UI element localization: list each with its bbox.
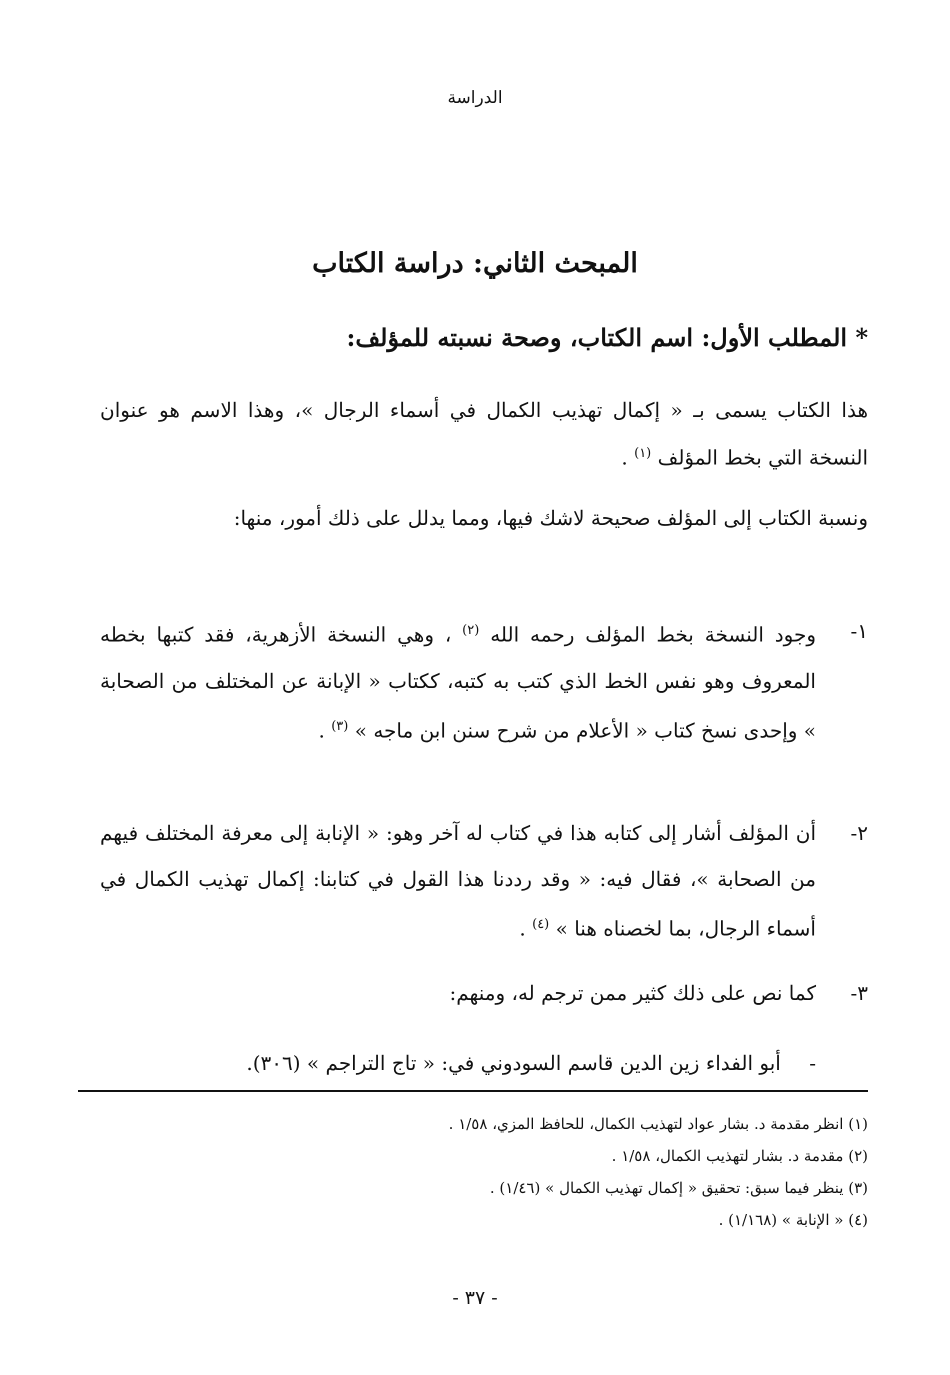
section-title: * المطلب الأول: اسم الكتاب، وصحة نسبته للمؤلف: xyxy=(346,323,868,352)
footnote: (٣) ينظر فيما سبق: تحقيق « إكمال تهذيب الكمال » (١/٤٦) . xyxy=(489,1179,868,1197)
item-tail: . xyxy=(318,718,332,743)
item-number: ٣- xyxy=(850,981,868,1005)
footnote-ref: (٣) xyxy=(331,718,349,734)
item-text-a: أن المؤلف أشار إلى كتابه هذا في كتاب له آخر وهو: « الإنابة إلى معرفة المختلف فيهم من الصحابة »، فقال فيه: « وقد رددنا هذا القول في كتابنا: إكمال تهذيب الكمال في أسماء الرجال، بما لخصناه هنا » xyxy=(100,821,816,941)
item-tail: . xyxy=(519,916,533,941)
footnote-ref: (١) xyxy=(634,446,652,461)
chapter-title: المبحث الثاني: دراسة الكتاب xyxy=(312,248,638,279)
paragraph-text: ونسبة الكتاب إلى المؤلف صحيحة لاشك فيها، ومما يدلل على ذلك أمور، منها: xyxy=(233,506,868,530)
footnote-ref: (٢) xyxy=(462,623,480,638)
item-text-b: ، وهي النسخة الأزهرية، فقد كتبها بخطه المعروف وهو نفس الخط الذي كتب به كتبه، ككتاب « الإبانة عن المختلف من الصحابة » وإحدى نسخ كتاب « الأعلام من شرح سنن ابن ماجه » xyxy=(100,622,816,743)
footnote: (١) انظر مقدمة د. بشار عواد لتهذيب الكمال، للحافظ المزي، ١/٥٨ . xyxy=(448,1115,868,1133)
paragraph-tail: . xyxy=(621,445,635,470)
footnotes xyxy=(100,1108,868,1236)
running-head: الدراسة xyxy=(447,88,503,108)
sub-item-dash: - xyxy=(809,1051,816,1075)
list-item-3 xyxy=(100,970,868,1016)
item-text xyxy=(100,970,816,1016)
paragraph-book-name xyxy=(100,388,868,480)
item-text xyxy=(100,810,816,952)
item-text-a: وجود النسخة بخط المؤلف رحمه الله xyxy=(490,622,817,647)
sub-item-text: أبو الفداء زين الدين قاسم السودوني في: « تاج التراجم » (٣٠٦). xyxy=(246,1051,781,1075)
sub-list-item xyxy=(100,1040,816,1086)
list-item-1 xyxy=(100,608,868,753)
item-text-a: كما نص على ذلك كثير ممن ترجم له، ومنهم: xyxy=(449,981,816,1005)
footnote: (٢) مقدمة د. بشار لتهذيب الكمال، ١/٥٨ . xyxy=(611,1147,868,1165)
paragraph-attribution xyxy=(100,496,868,540)
page-number: - ٣٧ - xyxy=(452,1287,498,1309)
paragraph-text: هذا الكتاب يسمى بـ « إكمال تهذيب الكمال في أسماء الرجال »، وهذا الاسم هو عنوان النسخة التي بخط المؤلف xyxy=(100,398,868,470)
footnote-divider xyxy=(78,1090,868,1092)
list-item-2 xyxy=(100,810,868,952)
footnote-ref: (٤) xyxy=(532,917,550,932)
item-number: ٢- xyxy=(850,821,868,845)
item-number: ١- xyxy=(850,619,868,643)
item-text xyxy=(100,608,816,753)
footnote: (٤) « الإنابة » (١/١٦٨) . xyxy=(718,1211,868,1229)
